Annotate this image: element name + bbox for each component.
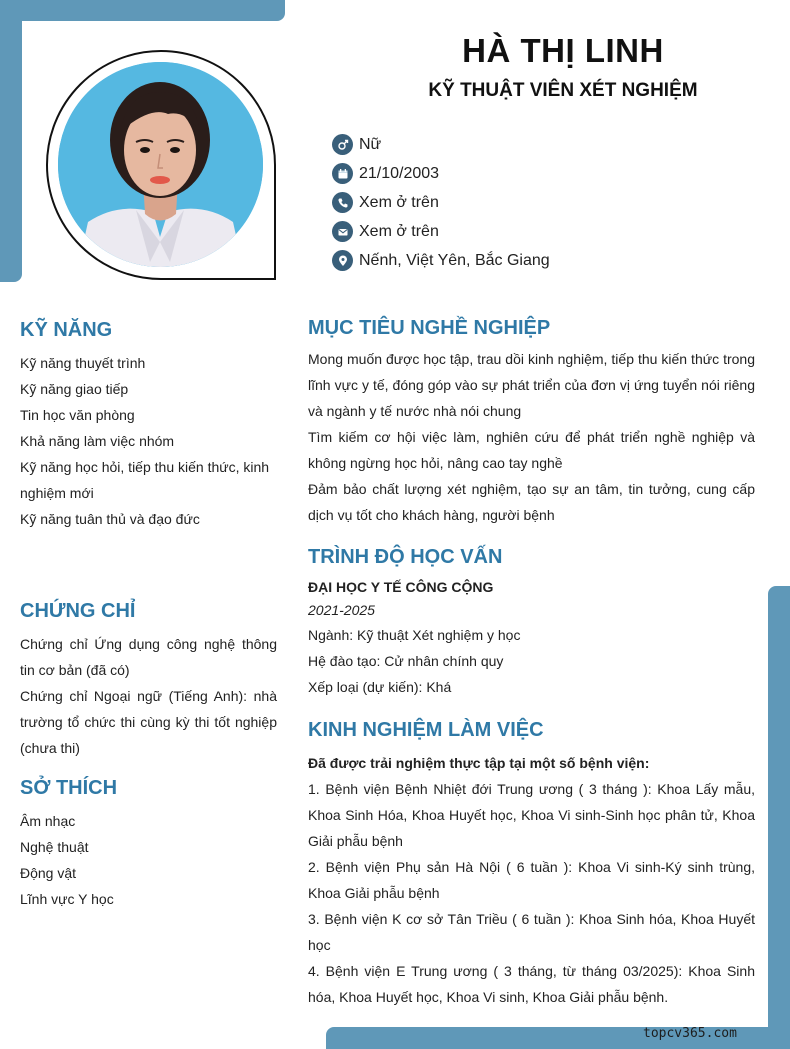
job-title: KỸ THUẬT VIÊN XÉT NGHIỆM <box>428 80 698 101</box>
experience-heading: KINH NGHIỆM LÀM VIỆC <box>308 719 544 741</box>
hobby-item: Nghệ thuật <box>20 839 89 855</box>
left-decor-bar <box>0 0 22 282</box>
objective-paragraph: Đảm bảo chất lượng xét nghiệm, tạo sự an tâm, tin tưởng, cung cấp dịch vụ tốt cho khách hàng, người bệnh <box>308 481 755 523</box>
certificate-item: Chứng chỉ Ứng dụng công nghệ thông tin cơ bản (đã có) <box>20 636 277 678</box>
top-decor-bar <box>0 0 285 21</box>
education-line: Ngành: Kỹ thuật Xét nghiệm y học <box>308 627 521 643</box>
objective-paragraph: Tìm kiếm cơ hội việc làm, nghiên cứu để phát triển nghề nghiệp và không ngừng học hỏi, nâng cao tay nghề <box>308 429 755 471</box>
experience-item: 2. Bệnh viện Phụ sản Hà Nội ( 6 tuần ): Khoa Vi sinh-Ký sinh trùng, Khoa Giải phẫu bệnh <box>308 859 755 901</box>
hobbies-list <box>20 808 277 912</box>
skill-item: Kỹ năng giao tiếp <box>20 381 129 397</box>
hobbies-heading: SỞ THÍCH <box>20 777 118 799</box>
contact-gender <box>332 130 550 159</box>
contact-list <box>332 130 550 275</box>
hobby-item: Động vật <box>20 865 77 881</box>
certificate-item: Chứng chỉ Ngoại ngữ (Tiếng Anh): nhà trường tổ chức thi cùng kỳ thi tốt nghiệp (chưa thi) <box>20 688 277 756</box>
calendar-icon <box>332 163 353 184</box>
watermark: topcv365.com <box>643 1026 737 1041</box>
phone-icon <box>332 192 353 213</box>
contact-gender-text: Nữ <box>359 135 382 153</box>
education-years: 2021-2025 <box>308 602 375 618</box>
location-icon <box>332 250 353 271</box>
skill-item: Kỹ năng học hỏi, tiếp thu kiến thức, kinh nghiệm mới <box>20 459 270 501</box>
experience-item: 3. Bệnh viện K cơ sở Tân Triều ( 6 tuần ): Khoa Sinh hóa, Khoa Huyết học <box>308 911 755 953</box>
experience-item: 1. Bệnh viện Bệnh Nhiệt đới Trung ương ( 3 tháng ): Khoa Lấy mẫu, Khoa Sinh Hóa, Khoa Huyết học, Khoa Vi sinh-Sinh học phân tử, Khoa Giải phẫu bệnh <box>308 781 755 849</box>
hobby-item: Âm nhạc <box>20 813 76 829</box>
skill-item: Khả năng làm việc nhóm <box>20 433 175 449</box>
experience-item: 4. Bệnh viện E Trung ương ( 3 tháng, từ tháng 03/2025): Khoa Sinh hóa, Khoa Huyết học, Khoa Vi sinh, Khoa Giải phẫu bệnh. <box>308 963 755 1005</box>
candidate-name: HÀ THỊ LINH <box>462 32 664 69</box>
gender-icon <box>332 134 353 155</box>
avatar <box>58 62 263 267</box>
education-heading: TRÌNH ĐỘ HỌC VẤN <box>308 546 503 568</box>
skill-item: Kỹ năng thuyết trình <box>20 355 146 371</box>
education-school: ĐẠI HỌC Y TẾ CÔNG CỘNG <box>308 579 494 595</box>
education-line: Xếp loại (dự kiến): Khá <box>308 679 452 695</box>
skills-heading: KỸ NĂNG <box>20 319 113 341</box>
profile-photo <box>58 62 263 267</box>
objective-paragraph: Mong muốn được học tập, trau dồi kinh nghiệm, tiếp thu kiến thức trong lĩnh vực y tế, đóng góp vào sự phát triển của đơn vị ứng tuyển nói riêng và ngành y tế nước nhà nói chung <box>308 351 755 419</box>
contact-birthdate-text: 21/10/2003 <box>359 164 440 182</box>
certificates-heading: CHỨNG CHỈ <box>20 600 136 622</box>
contact-address <box>332 246 550 275</box>
email-icon <box>332 221 353 242</box>
certificates-list <box>20 631 277 761</box>
contact-phone <box>332 188 550 217</box>
contact-phone-text: Xem ở trên <box>359 193 439 211</box>
contact-email <box>332 217 550 246</box>
hobby-item: Lĩnh vực Y học <box>20 891 114 907</box>
objective-heading: MỤC TIÊU NGHỀ NGHIỆP <box>308 317 551 339</box>
experience-intro: Đã được trải nghiệm thực tập tại một số bệnh viện: <box>308 755 650 771</box>
skill-item: Tin học văn phòng <box>20 407 135 423</box>
contact-email-text: Xem ở trên <box>359 222 439 240</box>
right-decor-bar <box>768 586 790 1049</box>
education-line: Hệ đào tạo: Cử nhân chính quy <box>308 653 504 669</box>
education-block <box>308 576 755 700</box>
contact-birthdate <box>332 159 550 188</box>
skills-list <box>20 350 277 532</box>
objective-text <box>308 346 755 528</box>
skill-item: Kỹ năng tuân thủ và đạo đức <box>20 511 200 527</box>
experience-block <box>308 750 755 1010</box>
contact-address-text: Nếnh, Việt Yên, Bắc Giang <box>359 251 550 269</box>
